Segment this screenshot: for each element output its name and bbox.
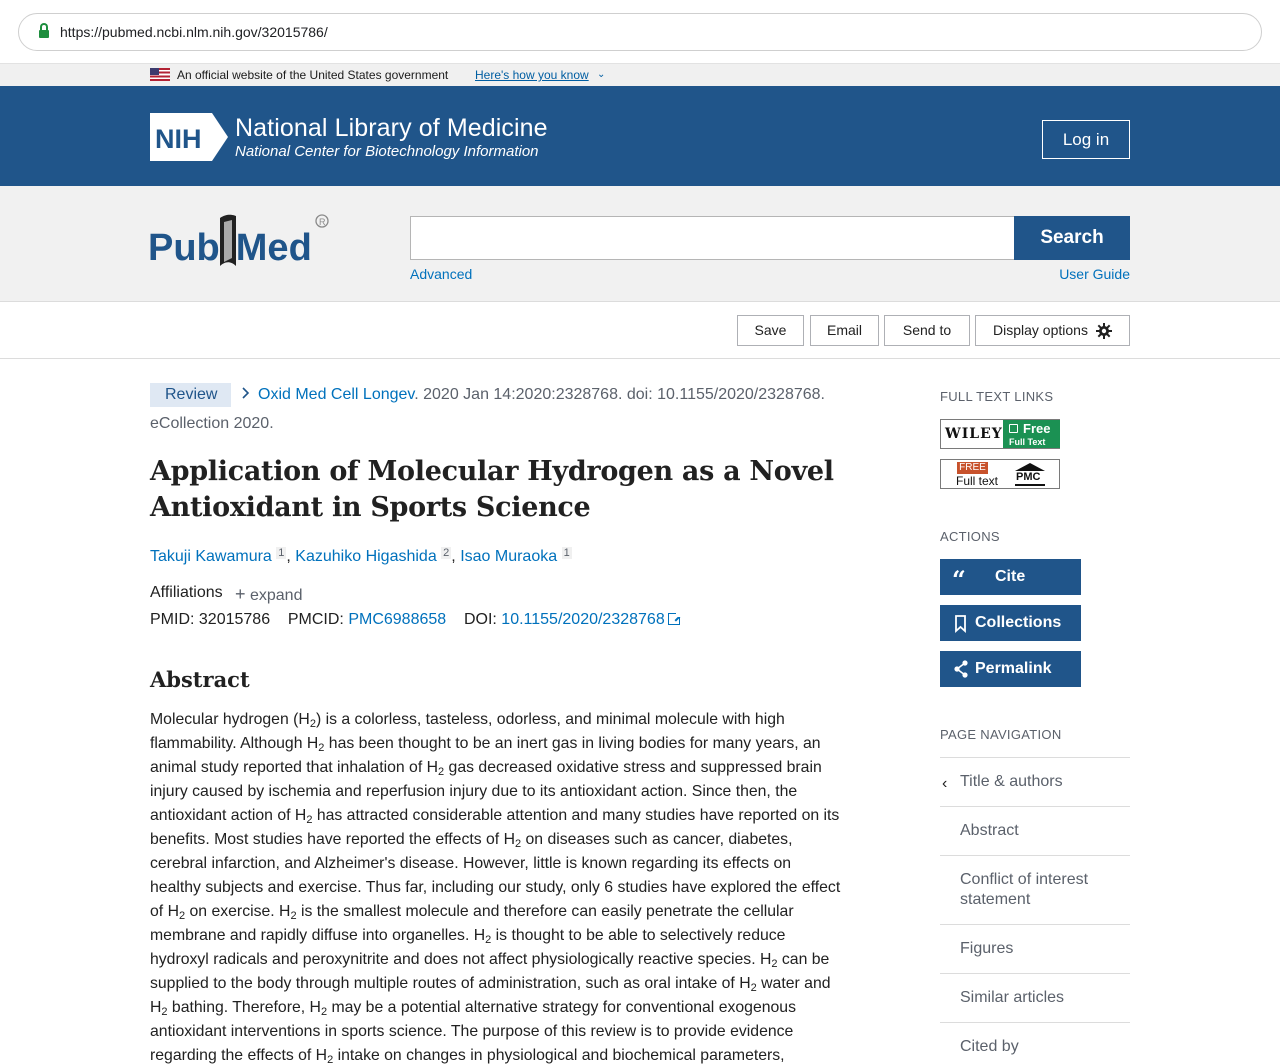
plus-icon: + [235, 584, 246, 604]
abstract-text-run: bathing. Therefore, H [167, 999, 321, 1016]
save-button[interactable]: Save [737, 315, 804, 346]
citation-ecollection: eCollection 2020. [150, 415, 274, 432]
abstract-text-run: supplied to the body through multiple routes of administration, such as oral intake of H [150, 975, 751, 992]
browser-bar [0, 0, 1280, 63]
abstract-text [150, 708, 870, 1064]
collections-button[interactable] [940, 605, 1081, 641]
pmc-logo-text: PMC [1016, 471, 1041, 483]
abstract-line [150, 1044, 870, 1064]
pmc-logo [1013, 462, 1047, 486]
gov-banner-text: An official website of the United States government [177, 68, 449, 82]
wiley-free-badge [1003, 420, 1060, 448]
subscript: 2 [485, 934, 492, 946]
abstract-line [150, 732, 870, 756]
abstract-text-run: healthy subjects and exercise. Thus far, including our study, only 6 studies have explored the effect [150, 879, 841, 896]
abstract-text-run: on diseases such as cancer, diabetes, [521, 831, 793, 848]
gov-banner [0, 63, 1280, 86]
nav-item-label: Cited by [960, 1038, 1019, 1055]
journal-link[interactable]: Oxid Med Cell Longev [258, 386, 415, 403]
abstract-text-run: may be a potential alternative strategy for conventional exogenous [327, 999, 796, 1016]
display-options-label: Display options [993, 322, 1088, 338]
abstract-text-run: membrane and rapidly diffuse into organelles. H [150, 927, 486, 944]
search-band [0, 186, 1280, 302]
abstract-line [150, 924, 870, 948]
expand-label: expand [249, 587, 303, 604]
affiliation-marker[interactable]: 1 [563, 547, 570, 559]
cite-label: Cite [995, 568, 1026, 585]
pmc-full-text-label: Full text [956, 474, 999, 488]
author-link[interactable]: Isao Muraoka [460, 548, 558, 565]
subscript: 2 [309, 718, 316, 730]
author-link[interactable]: Kazuhiko Higashida [295, 548, 437, 565]
subscript: 2 [438, 766, 445, 778]
collections-label: Collections [975, 614, 1062, 631]
unlock-icon [1009, 424, 1018, 433]
search-input[interactable] [410, 216, 1015, 260]
affiliation-marker[interactable]: 1 [278, 547, 285, 559]
wiley-logo: WILEY [945, 426, 1003, 442]
url-text[interactable]: https://pubmed.ncbi.nlm.nih.gov/32015786/ [60, 24, 328, 40]
abstract-line [150, 852, 870, 876]
abstract-text-run: has attracted considerable attention and many studies have reported on its [312, 807, 840, 824]
affiliations-expand-button[interactable] [235, 584, 302, 605]
chevron-down-icon[interactable]: ⌄ [597, 69, 606, 80]
abstract-text-run: has been thought to be an inert gas in living bodies for many years, an [324, 735, 821, 752]
abstract-text-run: injury caused by ischemia and reperfusion injury due to its antioxidant action. Since then, the [150, 783, 798, 800]
search-button[interactable]: Search [1014, 216, 1130, 260]
nav-item-figures[interactable] [940, 924, 1130, 973]
nih-logo-text: NIH [155, 124, 202, 154]
nav-item-label: Abstract [960, 822, 1019, 839]
article-action-bar [0, 302, 1280, 359]
pubmed-logo-text: Pub Med [148, 227, 312, 269]
article-identifiers [150, 611, 680, 629]
abstract-text-run: animal study reported that inhalation of H [150, 759, 439, 776]
abstract-text-run: ) is a colorless, tasteless, odorless, and minimal molecule with high [315, 711, 785, 728]
pubmed-logo[interactable] [148, 208, 338, 278]
nlm-header [0, 86, 1280, 186]
abstract-line [150, 876, 870, 900]
abstract-text-run: benefits. Most studies have reported the effects of H [150, 831, 515, 848]
abstract-line [150, 1020, 870, 1044]
subscript: 2 [515, 838, 522, 850]
pmcid-label: PMCID: [287, 611, 344, 628]
pmcid-link[interactable]: PMC6988658 [348, 611, 447, 628]
abstract-text-run: flammability. Although H [150, 735, 319, 752]
svg-text:R: R [319, 217, 326, 227]
article-title: Application of Molecular Hydrogen as a Novel Antioxidant in Sports Science [150, 456, 834, 523]
abstract-text-run: hydroxyl radicals and peroxynitrite and does not affect physiologically reactive species. H [150, 951, 772, 968]
bookmark-icon [952, 605, 970, 641]
abstract-line [150, 900, 870, 924]
cite-button[interactable] [940, 559, 1081, 595]
doi-link[interactable]: 10.1155/2020/2328768 [501, 611, 665, 628]
abstract-line [150, 996, 870, 1020]
email-button[interactable]: Email [810, 315, 879, 346]
citation-details: . 2020 Jan 14:2020:2328768. doi: 10.1155/2020/2328768. [414, 386, 825, 403]
nih-logo[interactable] [150, 113, 228, 161]
external-link-icon[interactable] [668, 613, 680, 625]
nav-item-conflict-of-interest[interactable] [940, 855, 1130, 924]
subscript: 2 [290, 910, 297, 922]
address-bar[interactable] [18, 13, 1262, 51]
nav-item-cited-by[interactable] [940, 1022, 1130, 1064]
subscript: 2 [327, 1054, 334, 1064]
us-flag-icon [150, 68, 170, 81]
permalink-button[interactable] [940, 651, 1081, 687]
abstract-text-run: of H [150, 903, 179, 920]
pmid-value: 32015786 [198, 611, 271, 628]
send-to-button[interactable]: Send to [884, 315, 970, 346]
subscript: 2 [750, 982, 757, 994]
abstract-text-run: water and [756, 975, 831, 992]
authors-list: Takuji Kawamura $^1$ , Kazuhiko Higashida $^2$ , Isao Muraoka $^1$ [150, 547, 570, 565]
actions-heading: ACTIONS [940, 529, 1000, 544]
subscript: 2 [320, 1006, 328, 1018]
doi-label: DOI: [463, 611, 497, 628]
nlm-subtitle: National Center for Biotechnology Information [235, 143, 539, 160]
page-navigation [940, 757, 1130, 1064]
subscript: 2 [161, 1006, 168, 1018]
abstract-line [150, 756, 870, 780]
wiley-free-label: Free [1023, 421, 1051, 436]
nav-item-abstract[interactable] [940, 806, 1130, 855]
subscript: 2 [318, 742, 325, 754]
page-navigation-heading: PAGE NAVIGATION [940, 727, 1062, 742]
nav-item-label: Figures [960, 940, 1014, 957]
gear-icon [1096, 323, 1112, 339]
nav-item-label: Title & authors [960, 773, 1063, 790]
abstract-text-run: antioxidant interventions in sports science. The purpose of this review is to provide evidence [150, 1023, 794, 1040]
abstract-line [150, 972, 870, 996]
chevron-right-icon[interactable] [240, 386, 250, 400]
abstract-heading: Abstract [150, 667, 250, 692]
nlm-title[interactable]: National Library of Medicine [235, 114, 548, 142]
wiley-full-text-label: Full Text [1009, 437, 1046, 447]
pmid-label: PMID: [150, 611, 195, 628]
abstract-text-run: is thought to be able to selectively reduce [491, 927, 786, 944]
citation [258, 386, 825, 404]
abstract-text-run: on exercise. H [185, 903, 291, 920]
pmc-full-text-link[interactable] [940, 459, 1060, 489]
abstract-text-run: Molecular hydrogen (H [150, 711, 310, 728]
nav-item-title-authors[interactable] [940, 757, 1130, 806]
nav-item-label: Conflict of interest statement [960, 871, 1089, 908]
abstract-text-run: cerebral infarction, and Alzheimer's disease. However, little is known regarding its effects on [150, 855, 792, 872]
display-options-button[interactable] [975, 315, 1130, 346]
full-text-links-heading: FULL TEXT LINKS [940, 389, 1054, 404]
affiliations-label: Affiliations [150, 584, 223, 601]
abstract-line [150, 828, 870, 852]
nav-item-label: Similar articles [960, 989, 1065, 1006]
author-link[interactable]: Takuji Kawamura [150, 548, 272, 565]
subscript: 2 [306, 814, 313, 826]
abstract-text-run: antioxidant action of H [150, 807, 307, 824]
abstract-text-run: is the smallest molecule and therefore can easily penetrate the cellular [296, 903, 794, 920]
abstract-text-run: regarding the effects of H [150, 1047, 328, 1064]
abstract-text-run: gas decreased oxidative stress and suppressed brain [444, 759, 822, 776]
pmc-base-line [1013, 484, 1047, 487]
advanced-search-link[interactable]: Advanced [410, 266, 473, 282]
permalink-label: Permalink [975, 660, 1052, 677]
abstract-text-run: intake on changes in physiological and biochemical parameters, [333, 1047, 785, 1064]
share-icon [952, 651, 970, 687]
article-type-badge: Review [150, 383, 231, 407]
abstract-text-run: can be [777, 951, 830, 968]
abstract-line [150, 948, 870, 972]
abstract-text-run: H [150, 999, 162, 1016]
wiley-full-text-link[interactable] [940, 419, 1060, 449]
lock-icon [39, 27, 49, 38]
abstract-line [150, 804, 870, 828]
subscript: 2 [771, 958, 778, 970]
abstract-line [150, 780, 870, 804]
login-button[interactable]: Log in [1042, 120, 1130, 159]
user-guide-link[interactable]: User Guide [1059, 266, 1130, 282]
chevron-left-icon: ‹ [942, 775, 948, 792]
quote-icon: “ [952, 565, 966, 594]
abstract-line [150, 708, 870, 732]
affiliation-marker[interactable]: 2 [443, 547, 450, 559]
nav-item-similar-articles[interactable] [940, 973, 1130, 1022]
pmc-free-badge: FREE [957, 462, 988, 474]
subscript: 2 [178, 910, 186, 922]
heres-how-you-know-link[interactable]: Here's how you know [475, 68, 589, 82]
